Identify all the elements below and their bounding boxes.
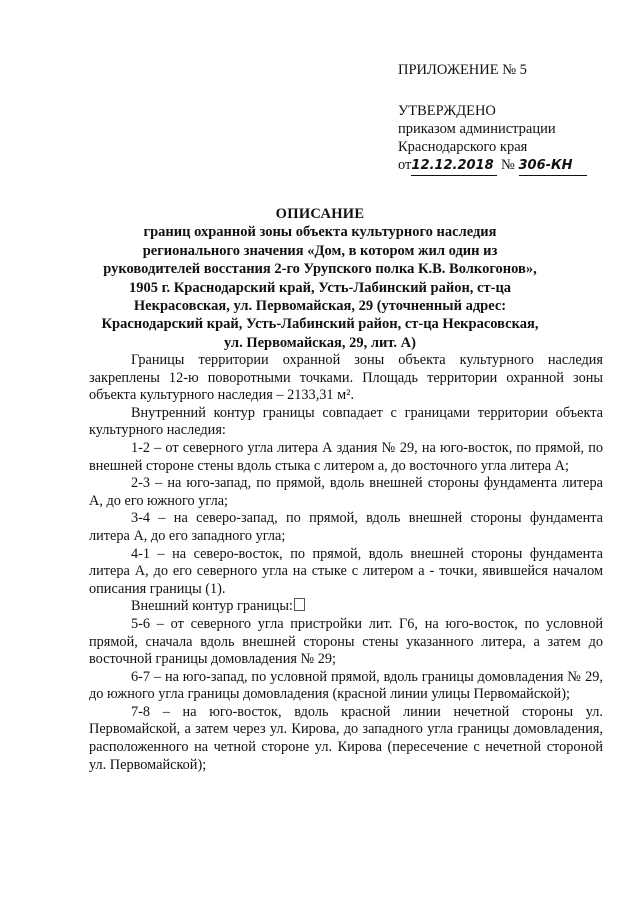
paragraph-segment-3-4: 3-4 – на северо-запад, по прямой, вдоль внешней стороны фундамента литера А, до его западного угла; (89, 510, 603, 544)
number-label: № (501, 157, 515, 173)
paragraph-segment-4-1: 4-1 – на северо-восток, по прямой, вдоль внешней стороны фундамента литера А, до его северного угла на стыке с литером а - точки, явившейся началом описания границы (1). (89, 545, 603, 597)
approved-label: УТВЕРЖДЕНО (398, 103, 496, 119)
outer-contour-label: Внешний контур границы: (131, 598, 293, 615)
document-title: ОПИСАНИЕ (275, 206, 365, 222)
paragraph-outer-contour (89, 598, 603, 616)
paragraph-segment-5-6: 5-6 – от северного угла пристройки лит. Г6, на юго-восток, по условной прямой, сначала вдоль внешней стороны стены указанного литера, а затем до восточной границы домовладения № 29; (89, 615, 603, 668)
paragraph-segment-2-3: 2-3 – на юго-запад, по прямой, вдоль внешней стороны фундамента литера А, до его южного угла; (89, 475, 603, 509)
paragraph-inner-contour: Внутренний контур границы совпадает с границами территории объекта культурного наследия: (89, 404, 603, 439)
approval-block (398, 61, 587, 176)
document-body (89, 352, 603, 774)
handwritten-date: 12.12.2018 (411, 157, 497, 176)
document-heading (96, 205, 544, 352)
order-line-1: приказом администрации (398, 121, 556, 137)
paragraph-segment-1-2: 1-2 – от северного угла литера А здания № 29, на юго-восток, по прямой, по внешней стороне стены вдоль стыка с литером а, до восточного угла литера А; (89, 439, 603, 474)
order-line-2: Краснодарского края (398, 139, 528, 155)
from-label: от (398, 157, 412, 173)
paragraph-segment-6-7: 6-7 – на юго-запад, по условной прямой, вдоль границы домовладения № 29, до южного угла границы домовладения (красной линии улицы Первомайской); (89, 668, 603, 703)
order-date-number (398, 156, 587, 176)
appendix-number: ПРИЛОЖЕНИЕ № 5 (398, 62, 527, 78)
document-subtitle: границ охранной зоны объекта культурного наследия регионального значения «Дом, в котором жил один из руководителей восстания 2-го Урупского полка К.В. Волкогонов», 1905 г. Краснодарский край, Усть-Лабинский район, ст-ца Некрасовская, ул. Первомайская, 29 (уточненный адрес: Краснодарский край, Усть-Лабинский район, ст-ца Некрасовская, ул. Первомайская, 29, лит. А) (101, 224, 539, 351)
paragraph-segment-7-8: 7-8 – на юго-восток, вдоль красной линии нечетной стороны ул. Первомайской, а затем через ул. Кирова, до западного угла границы домовладения, расположенного на четной стороне ул. Кирова (пересечение с нечетной стороной ул. Первомайской); (89, 703, 603, 773)
paragraph-intro: Границы территории охранной зоны объекта культурного наследия закреплены 12-ю поворотными точками. Площадь территории охранной зоны объекта культурного наследия – 2133,31 м². (89, 352, 603, 404)
handwritten-number: 306-КН (519, 157, 587, 176)
placeholder-square-icon (294, 598, 305, 611)
